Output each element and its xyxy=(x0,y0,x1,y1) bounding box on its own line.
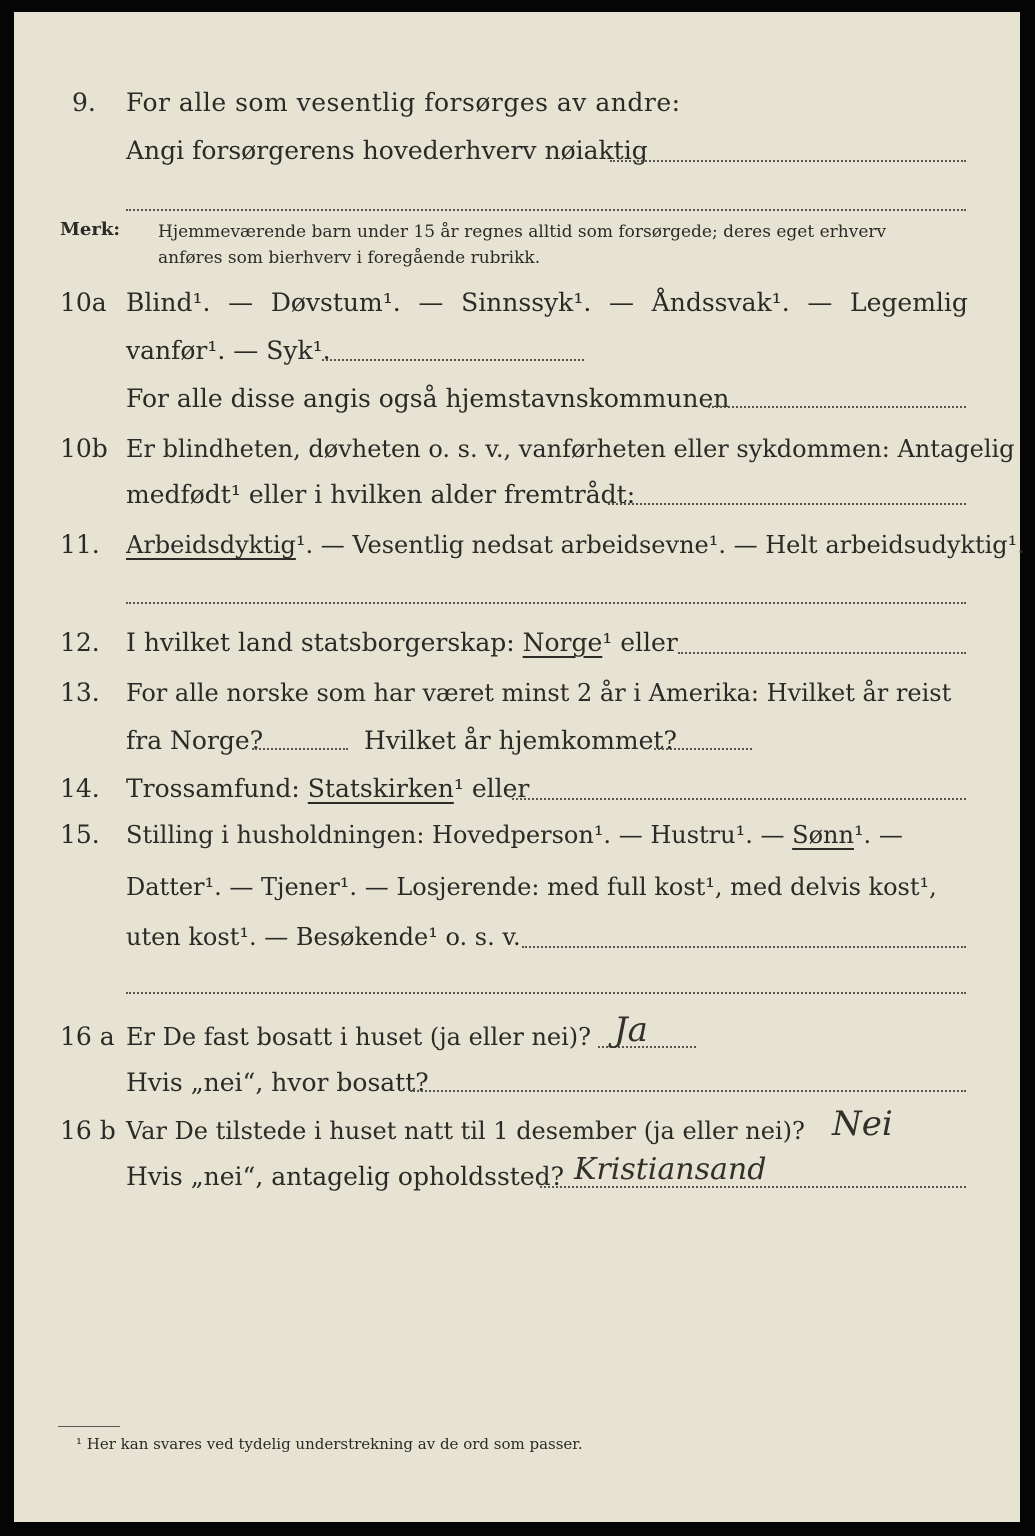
q13-line1: For alle norske som har været minst 2 år i Amerika: Hvilket år reist xyxy=(126,679,952,707)
census-form-page xyxy=(14,12,1025,1522)
dash: — xyxy=(418,288,444,317)
opt-legemlig[interactable]: Legemlig xyxy=(850,288,968,317)
q16a-number: 16 a xyxy=(60,1022,115,1051)
q15-answer-line2[interactable] xyxy=(126,992,966,994)
q15-answer-line[interactable] xyxy=(522,946,966,948)
q13-line2b: Hvilket år hjemkommet? xyxy=(364,726,677,755)
dash: — xyxy=(807,288,833,317)
q15-opt-sonn[interactable]: Sønn xyxy=(792,821,854,849)
dash: — xyxy=(228,288,254,317)
q16a-line2: Hvis „nei“, hvor bosatt? xyxy=(126,1068,429,1097)
q10a-line3: For alle disse angis også hjemstavnskommunen xyxy=(126,384,730,413)
q15-line3: uten kost¹. — Besøkende¹ o. s. v. xyxy=(126,923,521,951)
q11-number: 11. xyxy=(60,530,100,559)
q16b-handwritten-place: Kristiansand xyxy=(574,1152,767,1187)
q14-answer-line[interactable] xyxy=(512,798,966,800)
q15-l1a: Stilling i husholdningen: Hovedperson¹. — Hustru¹. — xyxy=(126,821,785,849)
q11-answer-line[interactable] xyxy=(126,602,966,604)
dash: — xyxy=(608,288,634,317)
q16a-handwritten-answer: Ja xyxy=(614,1010,648,1050)
q10a-answer-line[interactable] xyxy=(322,359,584,361)
footnote: ¹ Her kan svares ved tydelig understrekning av de ord som passer. xyxy=(76,1435,583,1453)
q12-answer-line[interactable] xyxy=(678,652,966,654)
q10b-line2: medfødt¹ eller i hvilken alder fremtrådt: xyxy=(126,480,636,509)
q12-number: 12. xyxy=(60,628,100,657)
q13-line2a: fra Norge? xyxy=(126,726,264,755)
q14-opt-statskirken[interactable]: Statskirken xyxy=(307,774,454,803)
merk-label: Merk: xyxy=(60,219,120,240)
q10b-number: 10b xyxy=(60,434,108,463)
q16b-handwritten-answer: Nei xyxy=(832,1104,893,1144)
q10a-hjemstavn-line[interactable] xyxy=(708,406,966,408)
q14-number: 14. xyxy=(60,774,100,803)
q15-l1b: ¹. — xyxy=(853,821,903,849)
q14-line xyxy=(126,774,529,804)
q15-line2: Datter¹. — Tjener¹. — Losjerende: med full kost¹, med delvis kost¹, xyxy=(126,873,937,901)
q10b-line1: Er blindheten, døvheten o. s. v., vanførheten eller sykdommen: Antagelig xyxy=(126,435,1015,463)
q12-line xyxy=(126,628,678,658)
opt-blind[interactable]: Blind¹. xyxy=(126,288,211,317)
q13-number: 13. xyxy=(60,678,100,707)
q10b-answer-line[interactable] xyxy=(608,503,966,505)
q10a-number: 10a xyxy=(60,288,107,317)
q13-year-home-line[interactable] xyxy=(654,748,752,750)
footnote-rule xyxy=(58,1426,120,1427)
q9-line1: For alle som vesentlig forsørges av andre: xyxy=(126,88,681,117)
merk-line1: Hjemmeværende barn under 15 år regnes alltid som forsørgede; deres eget erhverv xyxy=(158,222,887,242)
q15-number: 15. xyxy=(60,820,100,849)
q11-line xyxy=(126,530,1025,560)
opt-sinnssyk[interactable]: Sinnssyk¹. xyxy=(461,288,592,317)
q12-opt-norge[interactable]: Norge xyxy=(522,628,603,657)
q15-line1 xyxy=(126,820,903,850)
q10a-line2: vanfør¹. — Syk¹. xyxy=(126,336,331,365)
q14-post: ¹ eller xyxy=(453,774,530,803)
q9-line2: Angi forsørgerens hovederhverv nøiaktig xyxy=(126,136,648,165)
q14-pre: Trossamfund: xyxy=(126,774,300,803)
q12-pre: I hvilket land statsborgerskap: xyxy=(126,628,515,657)
q16a-line1: Er De fast bosatt i huset (ja eller nei)? xyxy=(126,1023,592,1051)
merk-line2: anføres som bierhverv i foregående rubrikk. xyxy=(158,248,541,268)
opt-dovstum[interactable]: Døvstum¹. xyxy=(270,288,401,317)
q10a-line1 xyxy=(126,288,968,318)
q13-year-left-line[interactable] xyxy=(252,748,348,750)
q11-rest: ¹. — Vesentlig nedsat arbeidsevne¹. — Helt arbeidsudyktig¹. xyxy=(295,531,1025,559)
q16b-line2: Hvis „nei“, antagelig opholdssted? xyxy=(126,1162,565,1191)
q11-opt-arbeidsdyktig[interactable]: Arbeidsdyktig xyxy=(126,531,296,559)
q12-post: ¹ eller xyxy=(602,628,678,657)
q16b-line1: Var De tilstede i huset natt til 1 desember (ja eller nei)? xyxy=(126,1117,805,1145)
q9-answer-line[interactable] xyxy=(610,160,966,162)
q9-number: 9. xyxy=(72,88,96,117)
q16b-number: 16 b xyxy=(60,1116,116,1145)
q9-answer-line2[interactable] xyxy=(126,209,966,211)
q16a-bosatt-line[interactable] xyxy=(410,1090,966,1092)
opt-andssvak[interactable]: Åndssvak¹. xyxy=(651,288,790,317)
